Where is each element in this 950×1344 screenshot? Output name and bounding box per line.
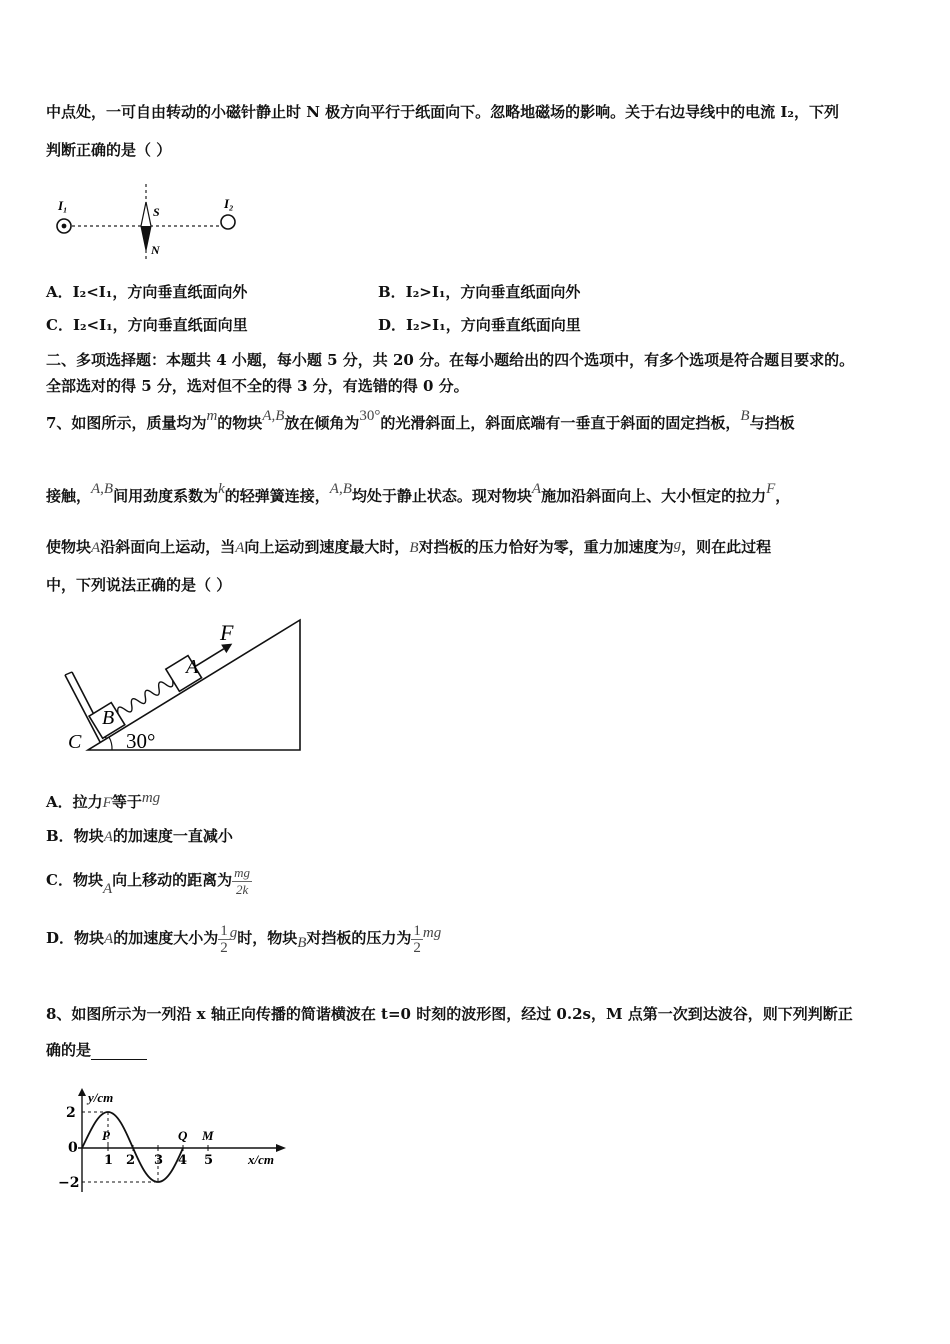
q6-option-a: A．I₂<I₁，方向垂直纸面向外	[46, 283, 248, 301]
q8-stem-line1: 8、如图所示为一列沿 x 轴正向传播的简谐横波在 t=0 时刻的波形图，经过 0.2s，M 点第一次到达波谷，则下列判断正	[46, 1005, 853, 1023]
label-S: S	[153, 205, 160, 219]
q7-stem-line2: 接触，A,B间用劲度系数为k的轻弹簧连接，A,B均处于静止状态。现对物块A施加沿斜面向上、大小恒定的拉力F，	[46, 481, 791, 505]
x-tick-1: 1	[104, 1153, 114, 1168]
label-I1: I₁	[58, 198, 68, 213]
q7-stem-line4: 中，下列说法正确的是（ ）	[46, 576, 232, 594]
x-tick-3: 3	[154, 1153, 164, 1168]
label-C: C	[68, 731, 82, 753]
y-tick-neg2: −2	[58, 1175, 80, 1191]
q7-option-b: B．物块A的加速度一直减小	[46, 827, 233, 845]
x-tick-2: 2	[126, 1153, 136, 1168]
q7-option-a: A．拉力F等于mg	[46, 790, 161, 811]
point-P: P	[102, 1128, 110, 1143]
q7-option-d: D．物块A的加速度大小为 $\frac{1}{2}$ g时，物块B对挡板的压力为 $\frac{1}{2}$ mg	[46, 922, 442, 956]
current-unknown-icon	[221, 215, 235, 229]
q7-stem-line3: 使物块A沿斜面向上运动，当A向上运动到速度最大时，B对挡板的压力恰好为零，重力加速度为g，则在此过程	[46, 537, 772, 556]
point-Q: Q	[178, 1128, 188, 1143]
q7-option-c: C．物块A向上移动的距离为 $\frac{mg}{2k}$	[46, 864, 251, 897]
section2-header-line2: 全部选对的得 5 分，选对但不全的得 3 分，有选错的得 0 分。	[46, 377, 469, 395]
q7-stem-line1: 7、如图所示，质量均为m的物块A,B放在倾角为30°的光滑斜面上，斜面底端有一垂直于斜面的固定挡板，B与挡板	[46, 408, 795, 432]
q6-option-c: C．I₂<I₁，方向垂直纸面向里	[46, 316, 248, 334]
y-tick-2: 2	[66, 1105, 76, 1121]
label-F: F	[220, 620, 234, 645]
x-tick-4: 4	[178, 1153, 188, 1168]
x-tick-5: 5	[204, 1153, 214, 1168]
label-angle: 30°	[126, 729, 156, 753]
section2-header-line1: 二、多项选择题：本题共 4 小题，每小题 5 分，共 20 分。在每小题给出的四个选项中，有多个选项是符合题目要求的。	[46, 351, 855, 369]
spring-icon	[115, 676, 175, 718]
y-axis-label: y/cm	[88, 1090, 114, 1105]
y-tick-0: 0	[68, 1140, 78, 1156]
q6-option-d: D．I₂>I₁，方向垂直纸面向里	[378, 316, 581, 334]
label-B: B	[102, 707, 115, 729]
q8-stem-line2: 确的是	[46, 1040, 147, 1060]
label-N: N	[151, 243, 160, 257]
q7-incline-figure	[60, 610, 310, 760]
label-A: A	[186, 656, 199, 678]
answer-blank	[91, 1043, 147, 1060]
q6-magnetic-needle-figure	[50, 182, 250, 264]
fraction-mg-2k: $\frac{mg}{2k}$	[234, 864, 251, 897]
q6-option-b: B．I₂>I₁，方向垂直纸面向外	[378, 283, 581, 301]
point-M: M	[202, 1128, 214, 1143]
q8-wave-figure	[56, 1088, 296, 1198]
q6-stem-line1: 中点处，一可自由转动的小磁针静止时 N 极方向平行于纸面向下。忽略地磁场的影响。关于右边导线中的电流 I₂，下列	[46, 103, 839, 121]
x-axis-label: x/cm	[248, 1152, 274, 1167]
q6-stem-line2: 判断正确的是（ ）	[46, 141, 172, 159]
label-I2: I₂	[224, 196, 234, 211]
